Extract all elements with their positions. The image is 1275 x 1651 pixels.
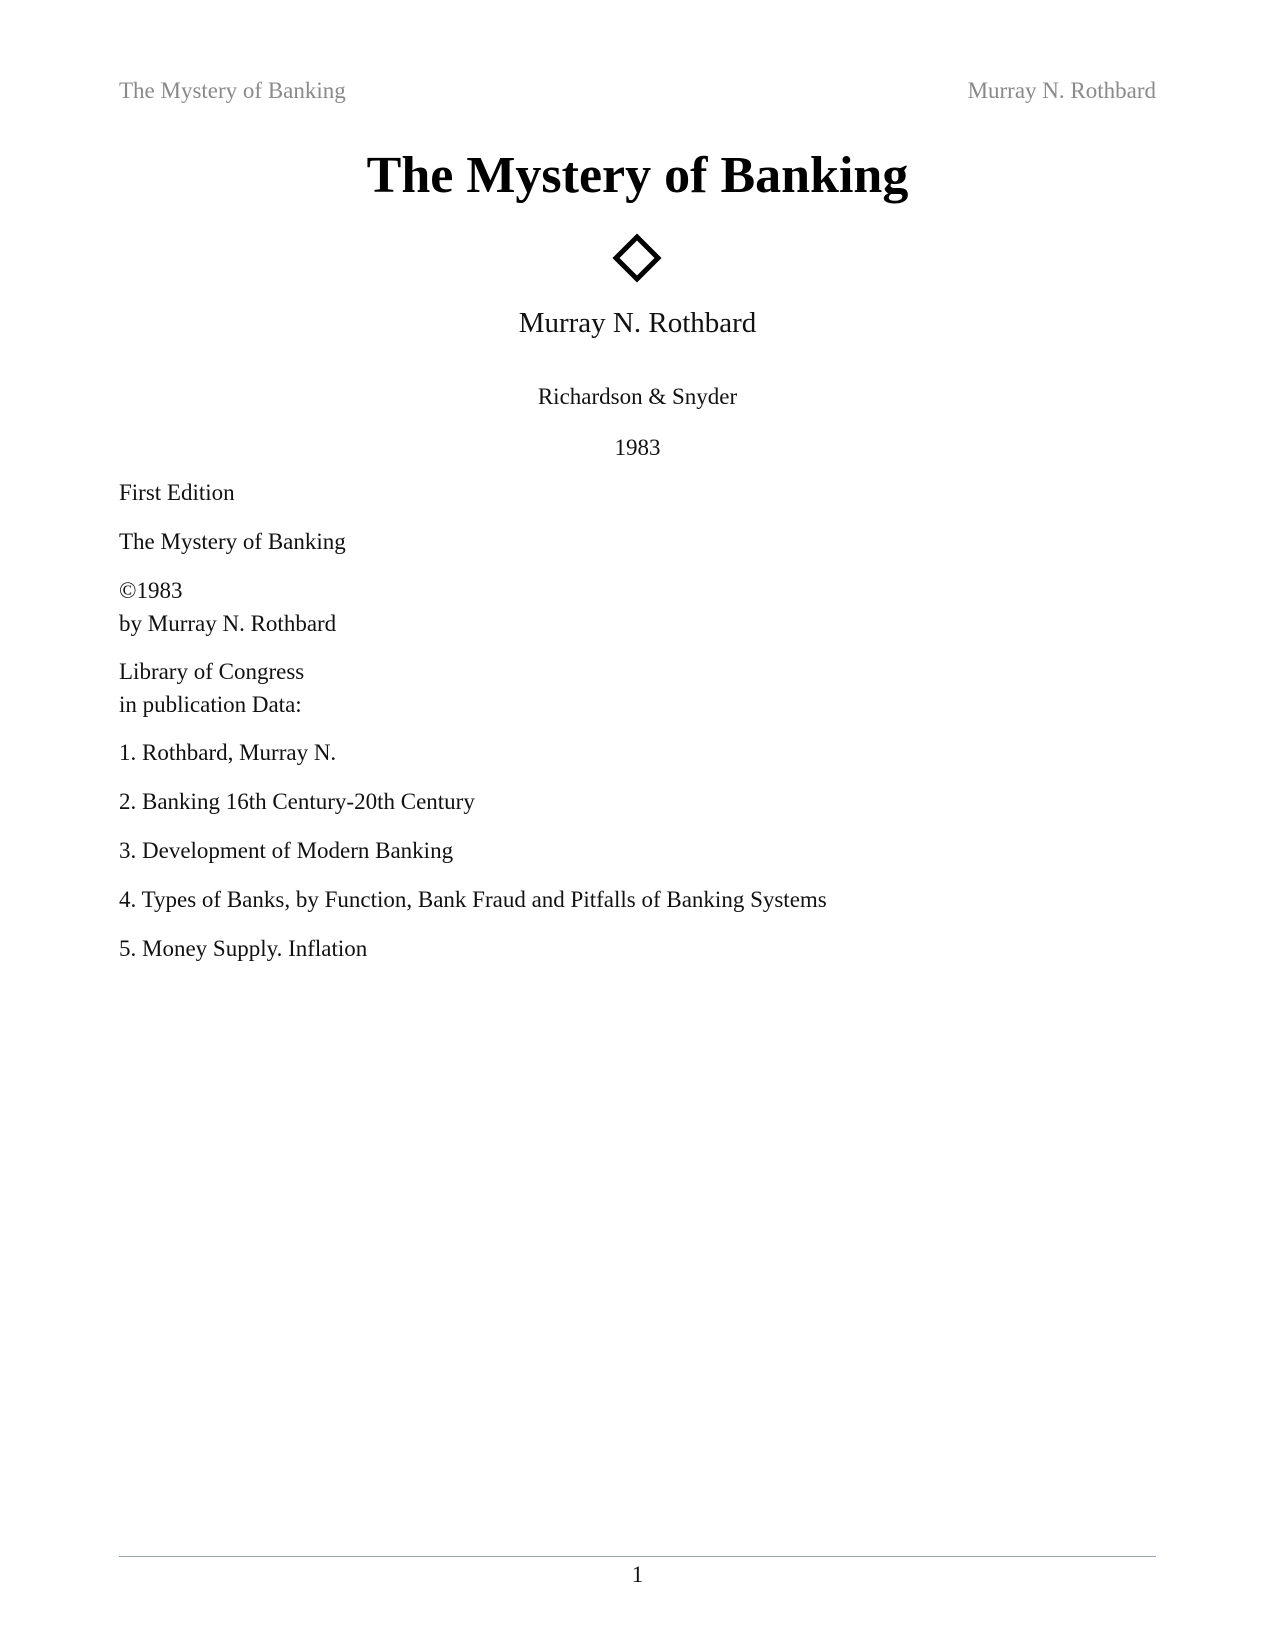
subject-item-3: 3. Development of Modern Banking xyxy=(119,838,454,863)
edition: First Edition xyxy=(119,480,235,505)
book-title-repeat: The Mystery of Banking xyxy=(119,529,346,554)
author-name: Murray N. Rothbard xyxy=(518,307,757,339)
subject-item-1: 1. Rothbard, Murray N. xyxy=(119,740,337,765)
running-header-author: Murray N. Rothbard xyxy=(967,78,1156,103)
subject-item-2: 2. Banking 16th Century-20th Century xyxy=(119,789,475,814)
library-block xyxy=(119,655,304,721)
diamond-outline-icon xyxy=(611,232,663,284)
publication-year: 1983 xyxy=(614,435,661,460)
copyright-block xyxy=(119,574,336,640)
running-header-title: The Mystery of Banking xyxy=(119,78,346,103)
page-number: 1 xyxy=(631,1562,644,1587)
subject-item-5: 5. Money Supply. Inflation xyxy=(119,936,368,961)
copyright-line: ©1983 xyxy=(119,578,183,603)
library-line-1: Library of Congress xyxy=(119,659,305,684)
copyright-holder: by Murray N. Rothbard xyxy=(119,611,337,636)
subject-item-4: 4. Types of Banks, by Function, Bank Fraud and Pitfalls of Banking Systems xyxy=(119,887,827,912)
publisher: Richardson & Snyder xyxy=(537,384,738,409)
running-header xyxy=(119,78,1156,104)
library-line-2: in publication Data: xyxy=(119,692,302,717)
footer-divider xyxy=(119,1556,1156,1557)
page-title: The Mystery of Banking xyxy=(366,147,909,204)
